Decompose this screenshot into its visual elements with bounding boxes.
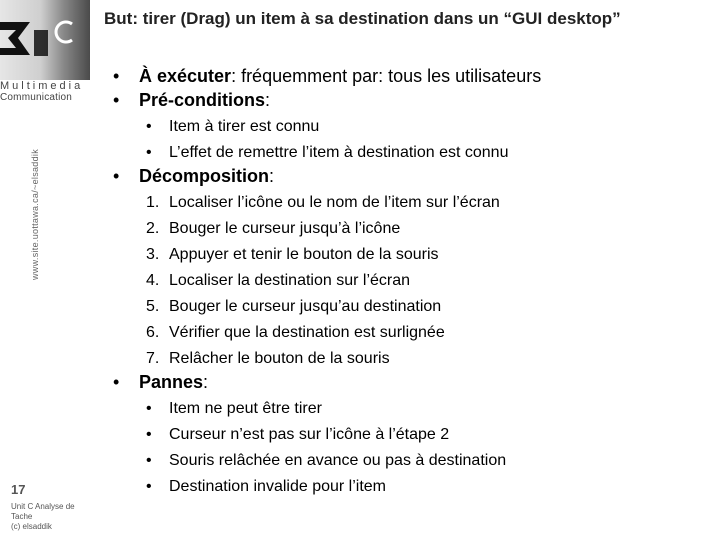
- list-number: 6.: [146, 324, 160, 341]
- precond-item-text: Item à tirer est connu: [169, 118, 320, 135]
- list-item: [146, 272, 410, 290]
- logo-mark-icon: [0, 0, 90, 80]
- list-number: 7.: [146, 350, 160, 367]
- list-item: [146, 478, 386, 496]
- footer-line: (c) elsaddik: [11, 522, 52, 531]
- list-number: 5.: [146, 298, 160, 315]
- logo-graphic: [0, 0, 90, 80]
- pannes-item-text: Souris relâchée en avance ou pas à destination: [169, 452, 507, 469]
- bullet-mark: •: [146, 426, 152, 443]
- precond-colon: :: [265, 90, 271, 110]
- decomp-item-text: Appuyer et tenir le bouton de la souris: [169, 246, 439, 263]
- pannes-item-text: Item ne peut être tirer: [169, 400, 322, 417]
- list-item: [146, 426, 449, 444]
- pannes-label: Pannes: [139, 372, 204, 392]
- footer-course-info: [11, 502, 91, 532]
- footer-line: Tache: [11, 512, 33, 521]
- pannes-item-text: Destination invalide pour l’item: [169, 478, 386, 495]
- bullet-mark: •: [146, 400, 152, 417]
- bullet-mark: •: [113, 90, 120, 110]
- list-item: [146, 400, 322, 418]
- footer-line: Unit C Analyse de: [11, 502, 75, 511]
- decomp-item-text: Vérifier que la destination est surlignée: [169, 324, 445, 341]
- slide-title: But: tirer (Drag) un item à sa destination dans un “GUI desktop”: [104, 9, 621, 28]
- logo-multimedia-text: Multimedia: [0, 80, 84, 92]
- precond-label: Pré-conditions: [139, 90, 266, 110]
- bullet-decomposition: [113, 166, 274, 187]
- site-url-vertical: www.site.uottawa.ca/~elsaddik: [30, 148, 40, 280]
- decomp-label: Décomposition: [139, 166, 270, 186]
- logo-communication-text: Communication: [0, 92, 73, 103]
- bullet-mark: •: [146, 478, 152, 495]
- bullet-executer: [113, 66, 541, 87]
- list-item: [146, 144, 508, 162]
- list-item: [146, 452, 506, 470]
- decomp-colon: :: [269, 166, 275, 186]
- decomp-item-text: Relâcher le bouton de la souris: [169, 350, 390, 367]
- executer-text: : fréquemment par: tous les utilisateurs: [231, 66, 542, 86]
- list-item: [146, 324, 445, 342]
- bullet-mark: •: [113, 66, 120, 86]
- decomp-item-text: Localiser la destination sur l’écran: [169, 272, 411, 289]
- list-number: 1.: [146, 194, 160, 211]
- slide-number: 17: [11, 482, 26, 497]
- bullet-pannes: [113, 372, 208, 393]
- bullet-preconditions: [113, 90, 270, 111]
- list-number: 3.: [146, 246, 160, 263]
- bullet-mark: •: [146, 452, 152, 469]
- bullet-mark: •: [146, 144, 152, 161]
- decomp-item-text: Bouger le curseur jusqu’à l’icône: [169, 220, 401, 237]
- pannes-colon: :: [203, 372, 209, 392]
- list-item: [146, 118, 319, 136]
- list-item: [146, 298, 441, 316]
- pannes-item-text: Curseur n’est pas sur l’icône à l’étape 2: [169, 426, 450, 443]
- decomp-item-text: Localiser l’icône ou le nom de l’item sur l’écran: [169, 194, 500, 211]
- precond-item-text: L’effet de remettre l’item à destination est connu: [169, 144, 509, 161]
- list-item: [146, 246, 439, 264]
- bullet-mark: •: [113, 372, 120, 392]
- list-number: 4.: [146, 272, 160, 289]
- list-number: 2.: [146, 220, 160, 237]
- list-item: [146, 350, 390, 368]
- bullet-mark: •: [146, 118, 152, 135]
- list-item: [146, 220, 400, 238]
- list-item: [146, 194, 500, 212]
- executer-label: À exécuter: [139, 66, 232, 86]
- bullet-mark: •: [113, 166, 120, 186]
- decomp-item-text: Bouger le curseur jusqu’au destination: [169, 298, 442, 315]
